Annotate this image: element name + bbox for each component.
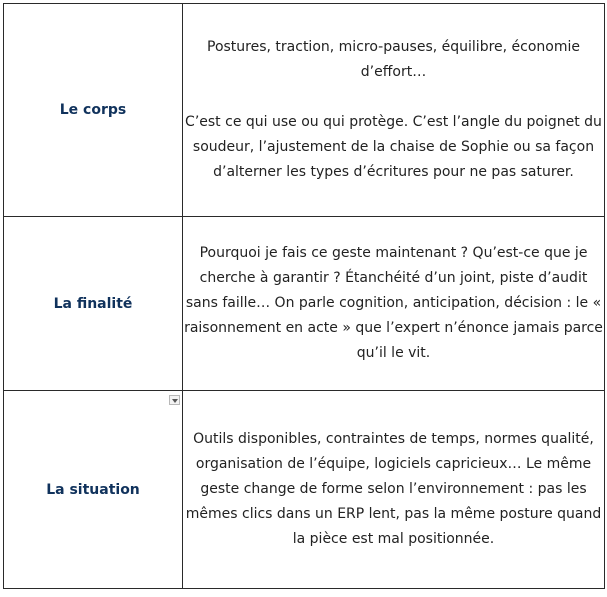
row-label: Le corps <box>59 102 127 118</box>
row-paragraph: Postures, traction, micro-pauses, équilibre, économie d’effort… <box>207 39 580 80</box>
row-content-cell <box>183 217 605 391</box>
content-table <box>3 3 605 589</box>
row-content-cell <box>183 4 605 217</box>
table-row <box>4 217 605 391</box>
row-paragraph: Pourquoi je fais ce geste maintenant ? Qu’est-ce que je cherche à garantir ? Étanchéité d’un joint, piste d’audit sans faille… On parle cognition, anticipation, décision : le « raisonnement en acte » que l’expert n’énonce jamais parce qu’il le vit. <box>184 245 603 361</box>
row-paragraph: Outils disponibles, contraintes de temps, normes qualité, organisation de l’équipe, logiciels capricieux… Le même geste change de forme selon l’environnement : pas les mêmes clics dans un ERP lent, pas la même posture quand la pièce est mal positionnée. <box>185 431 602 547</box>
row-paragraph: C’est ce qui use ou qui protège. C’est l’angle du poignet du soudeur, l’ajustement de la chaise de Sophie ou sa façon d’alterner les types d’écritures pour ne pas saturer. <box>185 114 602 180</box>
cell-dropdown-button[interactable] <box>169 395 180 405</box>
row-label-cell <box>4 217 183 391</box>
row-label: La finalité <box>53 295 133 312</box>
row-label: La situation <box>46 481 140 498</box>
row-label-cell <box>4 4 183 217</box>
row-label-cell <box>4 391 183 589</box>
table-row <box>4 4 605 217</box>
table-row <box>4 391 605 589</box>
row-content-cell <box>183 391 605 589</box>
chevron-down-icon <box>172 399 178 403</box>
